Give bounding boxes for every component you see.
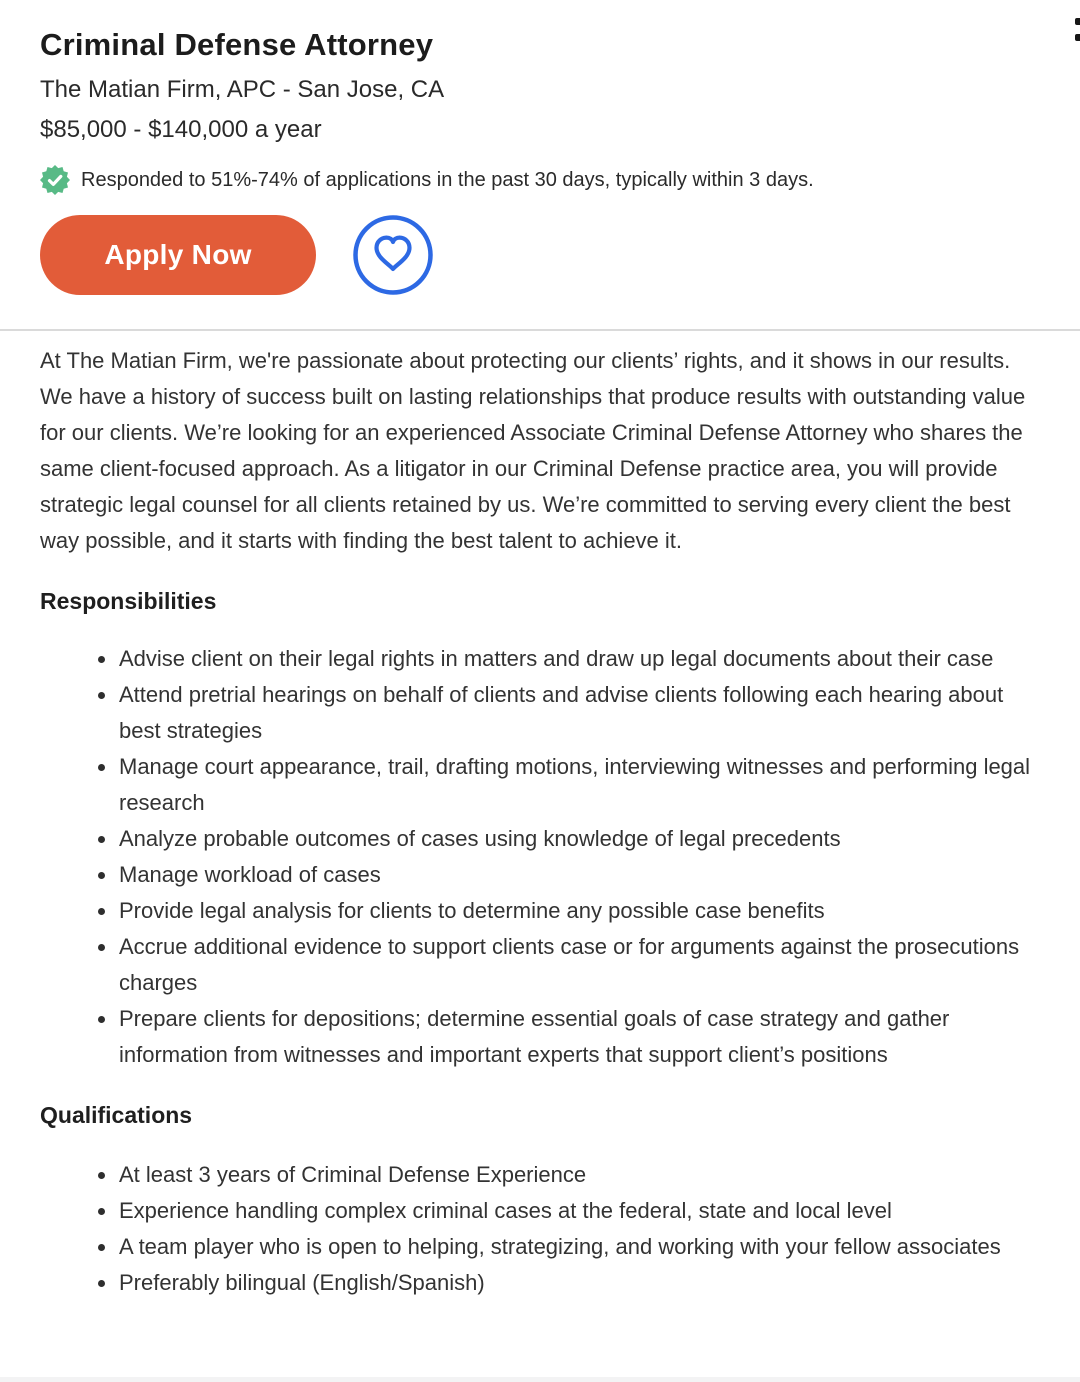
job-title: Criminal Defense Attorney [40,27,434,62]
salary: $85,000 - $140,000 a year [40,116,322,143]
qualifications-heading: Qualifications [40,1102,193,1128]
list-item: Analyze probable outcomes of cases using knowledge of legal precedents [98,821,1038,857]
responsiveness-text: Responded to 51%-74% of applications in the past 30 days, typically within 3 days. [81,168,814,191]
list-item: Provide legal analysis for clients to determine any possible case benefits [98,893,1038,929]
list-item: Preferably bilingual (English/Spanish) [98,1265,1038,1301]
list-item: A team player who is open to helping, strategizing, and working with your fellow associates [98,1229,1038,1265]
apply-now-button[interactable]: Apply Now [40,215,316,295]
responsibilities-list [40,641,1038,1073]
list-item: Advise client on their legal rights in matters and draw up legal documents about their case [98,641,1038,677]
list-item: At least 3 years of Criminal Defense Experience [98,1157,1038,1193]
list-item: Accrue additional evidence to support clients case or for arguments against the prosecutions charges [98,929,1038,1001]
list-item: Prepare clients for depositions; determine essential goals of case strategy and gather information from witnesses and important experts that support client’s positions [98,1001,1038,1073]
company-location: The Matian Firm, APC - San Jose, CA [40,76,445,103]
qualifications-list [40,1157,1038,1301]
list-item: Experience handling complex criminal cases at the federal, state and local level [98,1193,1038,1229]
save-job-button[interactable] [352,214,434,296]
list-item: Attend pretrial hearings on behalf of clients and advise clients following each hearing about best strategies [98,677,1038,749]
verified-seal-check-icon [40,165,70,195]
heart-icon [352,214,434,296]
cropped-icon-fragment [1075,34,1080,41]
next-section-edge [0,1377,1080,1382]
list-item: Manage court appearance, trail, drafting motions, interviewing witnesses and performing legal research [98,749,1038,821]
action-buttons [40,214,1080,296]
cropped-icon-fragment [1075,18,1080,25]
responsiveness-badge [40,164,1080,196]
list-item: Manage workload of cases [98,857,1038,893]
job-description [0,331,1080,1301]
responsibilities-heading: Responsibilities [40,588,217,614]
job-header [0,0,1080,296]
description-intro: At The Matian Firm, we're passionate about protecting our clients’ rights, and it shows in our results. We have a history of success built on lasting relationships that produce results with outstanding value for our clients. We’re looking for an experienced Associate Criminal Defense Attorney who shares the same client-focused approach. As a litigator in our Criminal Defense practice area, you will provide strategic legal counsel for all clients retained by us. We’re committed to serving every client the best way possible, and it starts with finding the best talent to achieve it. [40,348,1026,553]
cropped-close-icon[interactable] [1074,0,1080,48]
